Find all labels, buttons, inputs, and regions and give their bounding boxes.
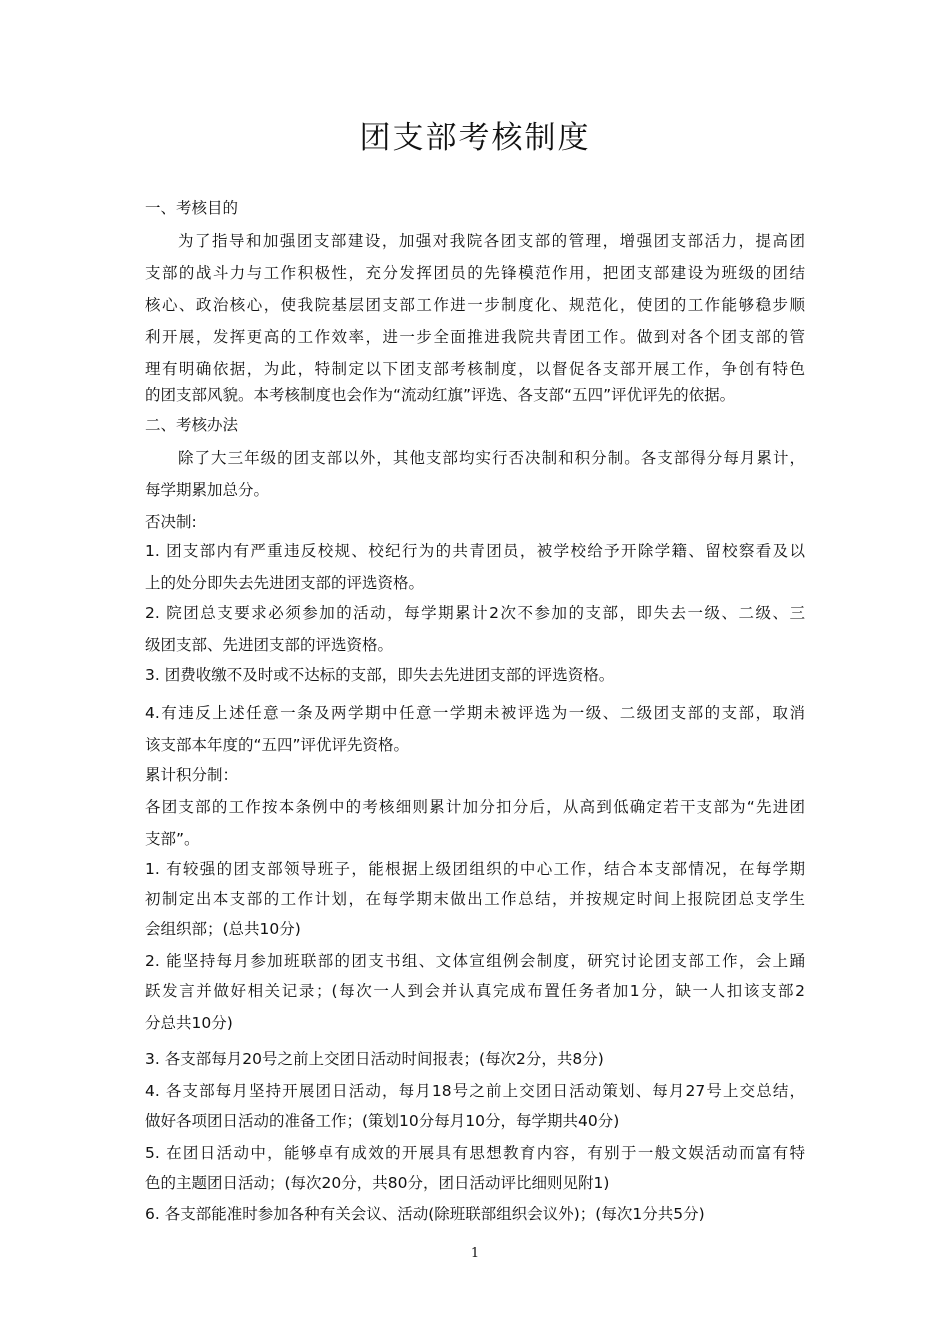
- paragraph-line: 利开展，发挥更高的工作效率，进一步全面推进我院共青团工作。做到对各个团支部的管: [145, 328, 805, 346]
- list-item-line: 该支部本年度的“五四”评优评先资格。: [145, 736, 410, 754]
- list-item-line: 级团支部、先进团支部的评选资格。: [145, 636, 394, 654]
- list-item-line: 上的处分即失去先进团支部的评选资格。: [145, 574, 425, 592]
- list-item-line: 2. 院团总支要求必须参加的活动，每学期累计2次不参加的支部，即失去一级、二级、三: [145, 604, 805, 622]
- list-item-line: 2. 能坚持每月参加班联部的团支书组、文体宣组例会制度，研究讨论团支部工作，会上踊: [145, 952, 805, 970]
- list-item-line: 6. 各支部能准时参加各种有关会议、活动(除班联部组织会议外)；(每次1分共5分): [145, 1205, 705, 1223]
- paragraph-line: 每学期累加总分。: [145, 481, 270, 499]
- paragraph-line: 理有明确依据，为此，特制定以下团支部考核制度，以督促各支部开展工作，争创有特色: [145, 360, 805, 378]
- paragraph-line: 为了指导和加强团支部建设，加强对我院各团支部的管理，增强团支部活力，提高团: [178, 232, 805, 250]
- paragraph-line: 支部的战斗力与工作积极性，充分发挥团员的先锋模范作用，把团支部建设为班级的团结: [145, 264, 805, 282]
- list-item-line: 跃发言并做好相关记录；(每次一人到会并认真完成布置任务者加1分，缺一人扣该支部2: [145, 982, 805, 1000]
- list-item-line: 1. 有较强的团支部领导班子，能根据上级团组织的中心工作，结合本支部情况，在每学期: [145, 860, 805, 878]
- page-number: 1: [470, 1246, 480, 1261]
- paragraph-line: 支部”。: [145, 830, 200, 848]
- paragraph-line: 各团支部的工作按本条例中的考核细则累计加分扣分后，从高到低确定若干支部为“先进团: [145, 798, 805, 816]
- paragraph-line: 核心、政治核心，使我院基层团支部工作进一步制度化、规范化，使团的工作能够稳步顺: [145, 296, 805, 314]
- subheading-veto-system: 否决制:: [145, 513, 197, 531]
- list-item-line: 会组织部；(总共10分): [145, 920, 301, 938]
- document-title: 团支部考核制度: [359, 120, 591, 156]
- list-item-line: 4.有违反上述任意一条及两学期中任意一学期未被评选为一级、二级团支部的支部，取消: [145, 704, 805, 722]
- subheading-points-system: 累计积分制：: [145, 766, 239, 784]
- list-item-line: 4. 各支部每月坚持开展团日活动，每月18号之前上交团日活动策划、每月27号上交总结，: [145, 1082, 805, 1100]
- list-item-line: 分总共10分): [145, 1014, 233, 1032]
- list-item-line: 初制定出本支部的工作计划，在每学期末做出工作总结，并按规定时间上报院团总支学生: [145, 890, 805, 908]
- list-item-line: 做好各项团日活动的准备工作；(策划10分每月10分，每学期共40分): [145, 1112, 620, 1130]
- list-item-line: 色的主题团日活动；(每次20分，共80分，团日活动评比细则见附1): [145, 1174, 610, 1192]
- list-item-line: 3. 团费收缴不及时或不达标的支部，即失去先进团支部的评选资格。: [145, 666, 615, 684]
- paragraph-line: 的团支部风貌。本考核制度也会作为“流动红旗”评选、各支部“五四”评优评先的依据。: [145, 386, 736, 404]
- list-item-line: 5. 在团日活动中，能够卓有成效的开展具有思想教育内容，有别于一般文娱活动而富有特: [145, 1144, 805, 1162]
- list-item-line: 1. 团支部内有严重违反校规、校纪行为的共青团员，被学校给予开除学籍、留校察看及以: [145, 542, 805, 560]
- section-heading-method: 二、考核办法: [145, 416, 239, 434]
- paragraph-line: 除了大三年级的团支部以外，其他支部均实行否决制和积分制。各支部得分每月累计，: [178, 449, 805, 467]
- section-heading-purpose: 一、考核目的: [145, 199, 239, 217]
- list-item-line: 3. 各支部每月20号之前上交团日活动时间报表；(每次2分，共8分): [145, 1050, 604, 1068]
